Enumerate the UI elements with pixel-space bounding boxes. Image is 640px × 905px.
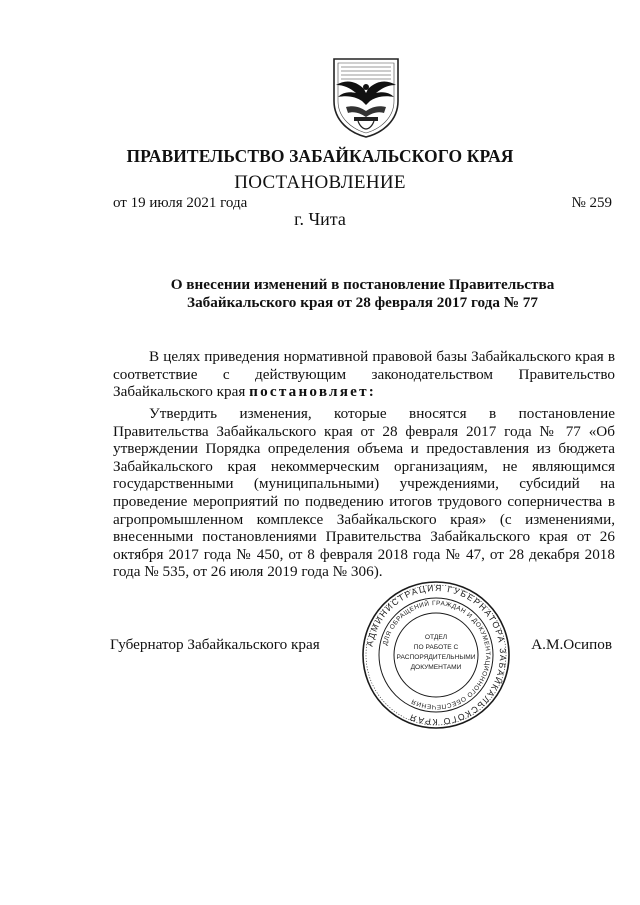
document-type: ПОСТАНОВЛЕНИЕ (234, 172, 406, 193)
document-city: г. Чита (294, 209, 346, 229)
document-title-line-1: О внесении изменений в постановление Правительства (170, 276, 555, 293)
preamble-text: В целях приведения нормативной правовой базы Забайкальского края в соответствие с действующим законодательством Правительство Забайкальского края (113, 348, 615, 401)
document-date: от 19 июля 2021 года (113, 195, 248, 211)
signatory-role: Губернатор Забайкальского края (110, 636, 320, 653)
official-stamp (360, 579, 512, 731)
organization-name: ПРАВИТЕЛЬСТВО ЗАБАЙКАЛЬСКОГО КРАЯ (126, 146, 514, 166)
decision-paragraph: Утвердить изменения, которые вносятся в постановление Правительства Забайкальского края от 28 февраля 2017 года № 77 «Об утверждении Порядка определения объема и предоставления из бюджета Забайкальского края некоммерческим организациям, не являющимся государственными (муниципальными) учреждениями, субсидий на проведение мероприятий по подведению итогов трудового соперничества в агропромышленном комплексе Забайкальского края» (с изменениями, внесенными постановлениями Правительства Забайкальского края от 26 октября 2017 года № 450, от 8 февраля 2018 года № 47, от 28 декабря 2018 года № 535, от 26 июля 2019 года № 306). (113, 405, 615, 581)
stamp-inner-text: ДЛЯ ОБРАЩЕНИЙ ГРАЖДАН И ДОКУМЕНТАЦИОННОГО ОБЕСПЕЧЕНИЯ (381, 599, 492, 711)
document-title-line-2: Забайкальского края от 28 февраля 2017 года № 77 (187, 294, 538, 311)
document-number: № 259 (571, 195, 612, 211)
stamp-center-line-2: ПО РАБОТЕ С (413, 644, 459, 651)
document-title (110, 276, 615, 312)
stamp-center-line-4: ДОКУМЕНТАМИ (410, 664, 462, 671)
resolution-keyword: постановляет: (249, 383, 377, 401)
signatory-name: А.М.Осипов (531, 636, 612, 653)
preamble-paragraph (113, 348, 615, 401)
stamp-center-line-3: РАСПОРЯДИТЕЛЬНЫМИ (396, 654, 476, 661)
stamp-outer-text: АДМИНИСТРАЦИЯ ГУБЕРНАТОРА ЗАБАЙКАЛЬСКОГО КРАЯ (364, 582, 509, 728)
coat-of-arms-emblem (328, 55, 404, 139)
stamp-center-line-1: ОТДЕЛ (424, 634, 448, 641)
